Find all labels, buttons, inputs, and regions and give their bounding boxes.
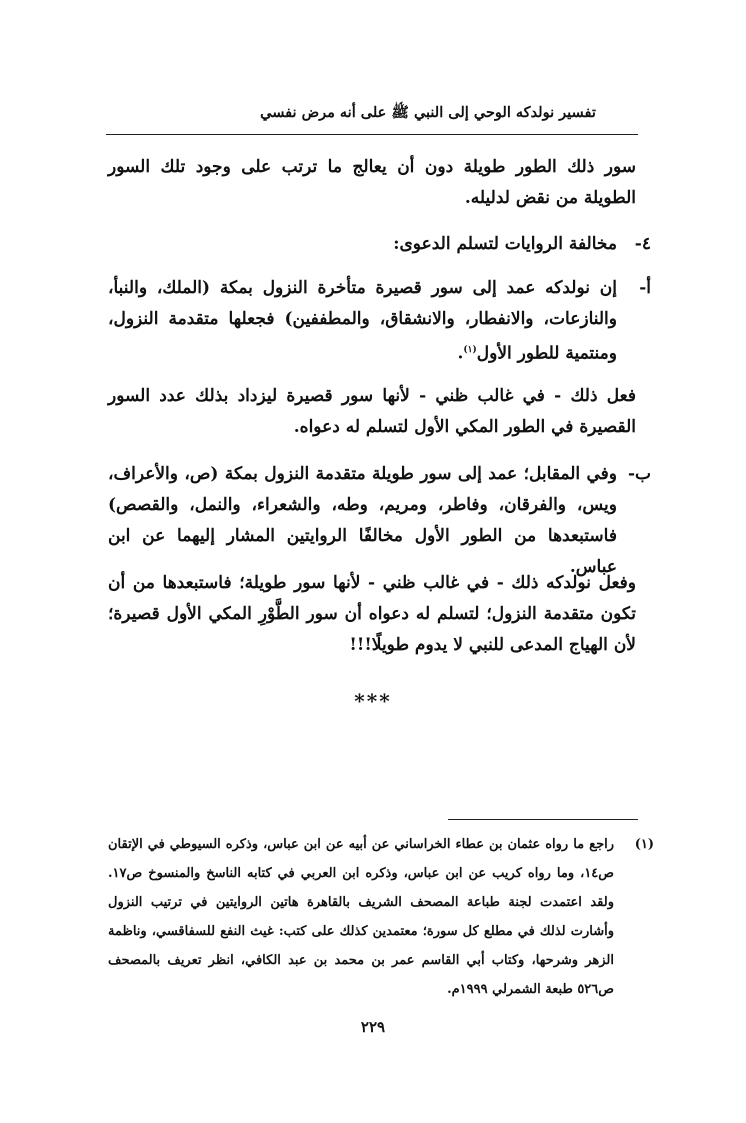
running-header: تفسير نولدكه الوحي إلى النبي ﷺ على أنه مرض نفسي bbox=[260, 104, 596, 121]
item-b-label: ب- bbox=[627, 464, 651, 484]
item-b-text: وفي المقابل؛ عمد إلى سور طويلة متقدمة النزول بمكة (ص، والأعراف، ويس، والفرقان، وفاطر، ومريم، وطه، والشعراء، والنمل، والقصص) فاستبعدها من الطور الأول مخالفًا الروايتين المشار إليهما عن ابن عباس. bbox=[108, 464, 617, 577]
point-4-heading bbox=[108, 229, 651, 260]
item-b-comment: وفعل نولدكه ذلك - في غالب ظني - لأنها سور طويلة؛ فاستبعدها من أن تكون متقدمة النزول؛ لتسلم له دعواه أن سور الطَّوْرِ المكي الأول قصيرة؛ لأن الهياج المدعى للنبي لا يدوم طويلًا!!! bbox=[108, 573, 636, 655]
item-a-label: أ- bbox=[639, 278, 651, 298]
footnote-text: راجع ما رواه عثمان بن عطاء الخراساني عن أبيه عن ابن عباس، وذكره السيوطي في الإتقان ص١٤، وما رواه كريب عن ابن عباس، وذكره ابن العربي في كتابه الناسخ والمنسوخ ص١٧. ولقد اعتمدت لجنة طباعة المصحف الشريف بالقاهرة هاتين الروايتين في ترتيب النزول وأشارت لذلك في مطلع كل سورة؛ معتمدين كذلك على كتب: غيث النفع للسفاقسي، وناظمة الزهر وشرحها، وكتاب أبي القاسم عمر بن محمد بن عبد الكافي، انظر تعريف بالمصحف ص٥٢٦ طبعة الشمرلي ١٩٩٩م. bbox=[108, 837, 614, 997]
point-4-text: مخالفة الروايات لتسلم الدعوى: bbox=[393, 234, 617, 254]
item-a-comment: فعل ذلك - في غالب ظني - لأنها سور قصيرة ليزداد بذلك عدد السور القصيرة في الطور المكي الأول لتسلم له دعواه. bbox=[108, 386, 636, 437]
intro-paragraph: سور ذلك الطور طويلة دون أن يعالج ما ترتب على وجود تلك السور الطويلة من نقض لدليله. bbox=[108, 157, 636, 208]
item-a bbox=[108, 273, 651, 370]
item-a-body: إن نولدكه عمد إلى سور قصيرة متأخرة النزول بمكة (الملك، والنبأ، والنازعات، والانفطار، والانشقاق، والمطففين) فجعلها متقدمة النزول، ومنتمية للطور الأول bbox=[108, 278, 617, 364]
footnote-rule bbox=[448, 819, 638, 820]
page-number: ٢٢٩ bbox=[360, 1018, 386, 1036]
footnote-number: (١) bbox=[634, 837, 654, 852]
item-a-end: . bbox=[457, 343, 464, 364]
item-a-text bbox=[108, 273, 617, 370]
section-separator: *** bbox=[354, 689, 392, 713]
item-b bbox=[108, 459, 651, 583]
point-4-number: ٤- bbox=[634, 234, 651, 254]
header-rule bbox=[106, 134, 638, 135]
footnote bbox=[108, 830, 654, 1004]
footnote-ref: (١) bbox=[463, 345, 477, 355]
